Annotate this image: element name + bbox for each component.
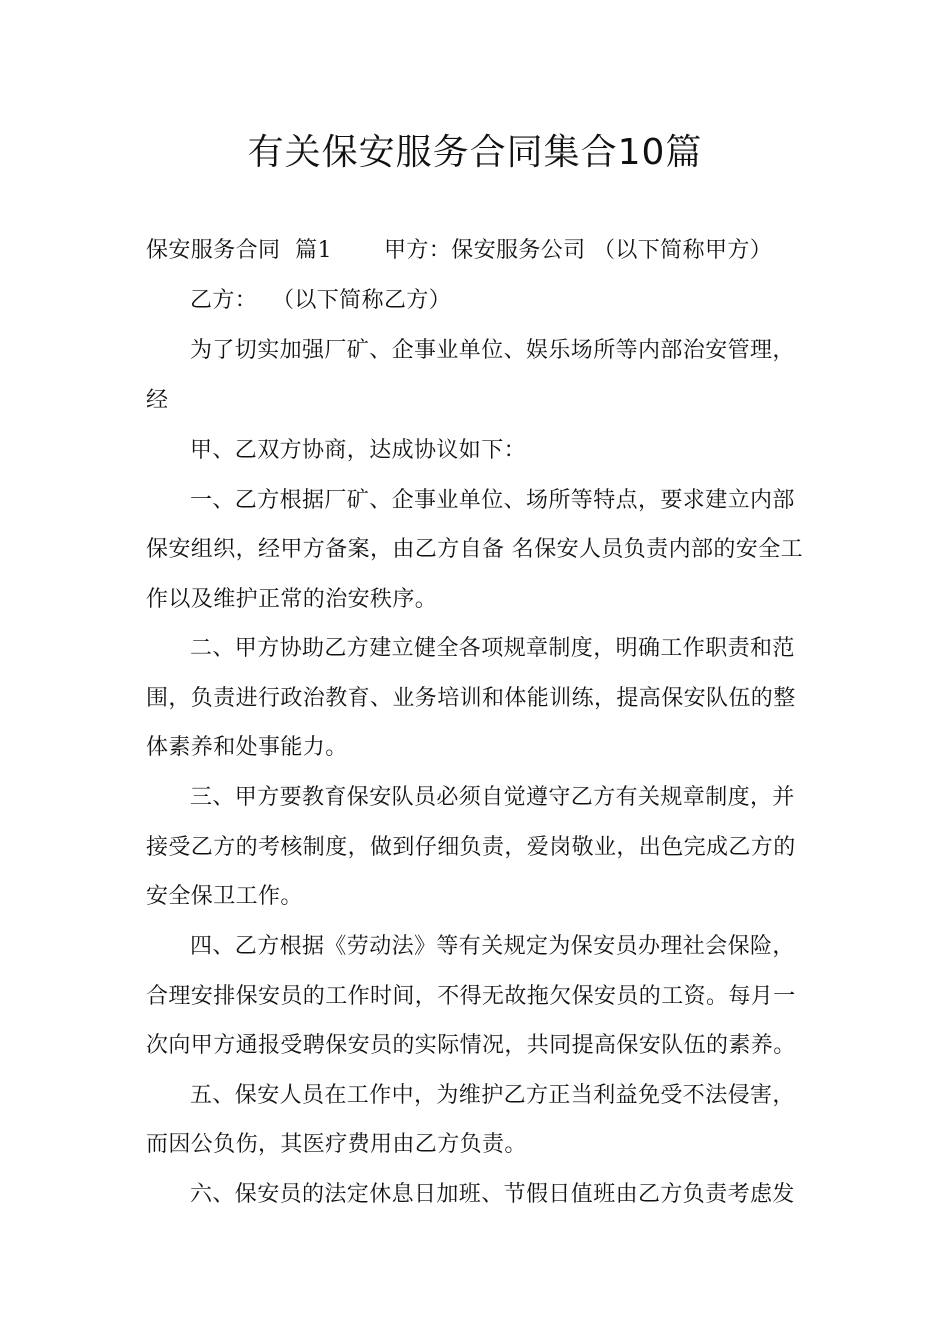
section-label: 保安服务合同 篇1	[146, 238, 332, 263]
body-line: 六、保安员的法定休息日加班、节假日值班由乙方负责考虑发	[190, 1182, 795, 1207]
body-line: 合理安排保安员的工作时间，不得无故拖欠保安员的工资。每月一	[146, 984, 796, 1009]
body-line: 安全保卫工作。	[146, 884, 303, 909]
body-line: 甲、乙双方协商，达成协议如下：	[190, 438, 527, 463]
document-title: 有关保安服务合同集合10篇	[247, 132, 703, 173]
body-line: 五、保安人员在工作中，为维护乙方正当利益免受不法侵害，	[190, 1083, 795, 1108]
body-line: 四、乙方根据《劳动法》等有关规定为保安员办理社会保险，	[190, 934, 795, 959]
body-line: 而因公负伤，其医疗费用由乙方负责。	[146, 1132, 527, 1157]
body-line: 经	[146, 388, 169, 413]
body-line: 为了切实加强厂矿、企事业单位、娱乐场所等内部治安管理，	[190, 338, 795, 363]
header-line	[146, 236, 816, 266]
body-line: 围，负责进行政治教育、业务培训和体能训练，提高保安队伍的整	[146, 686, 796, 711]
body-line: 乙方： （以下简称乙方）	[190, 288, 452, 313]
body-line: 次向甲方通报受聘保安员的实际情况，共同提高保安队伍的素养。	[146, 1033, 796, 1058]
party-a-line: 甲方：保安服务公司 （以下简称甲方）	[383, 238, 773, 263]
body-line: 保安组织，经甲方备案，由乙方自备 名保安人员负责内部的安全工	[146, 537, 803, 562]
body-line: 二、甲方协助乙方建立健全各项规章制度，明确工作职责和范	[190, 636, 795, 661]
body-line: 接受乙方的考核制度，做到仔细负责，爱岗敬业，出色完成乙方的	[146, 835, 796, 860]
body-line: 一、乙方根据厂矿、企事业单位、场所等特点，要求建立内部	[190, 488, 795, 513]
body-line: 作以及维护正常的治安秩序。	[146, 587, 438, 612]
body-line: 体素养和处事能力。	[146, 735, 348, 760]
body-line: 三、甲方要教育保安队员必须自觉遵守乙方有关规章制度，并	[190, 785, 795, 810]
